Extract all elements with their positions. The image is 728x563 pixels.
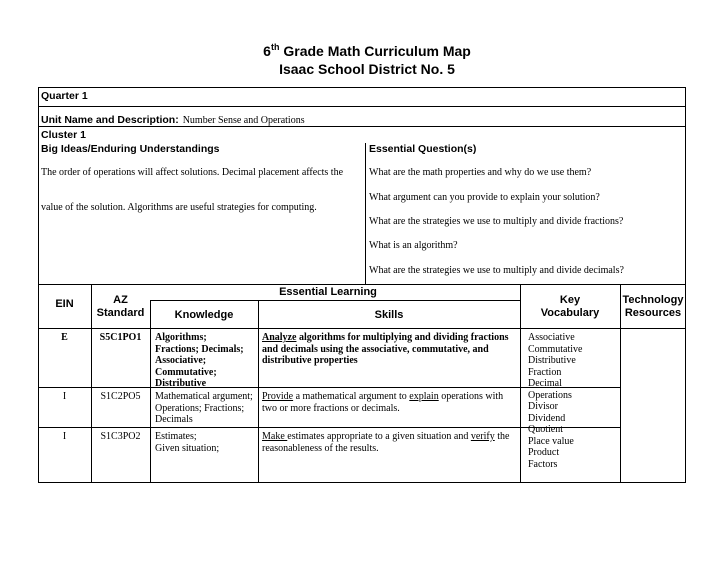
row-standard: S1C2PO5 xyxy=(100,391,141,402)
row-standard: S1C3PO2 xyxy=(100,431,141,442)
title-line-2: Isaac School District No. 5 xyxy=(279,61,455,77)
row-knowledge: Estimates; Given situation; xyxy=(155,431,220,454)
row-ein: I xyxy=(62,391,67,402)
vocabulary-item: Fraction xyxy=(528,366,562,378)
row-standard: S5C1PO1 xyxy=(99,332,142,343)
vocabulary-list xyxy=(528,332,582,470)
big-ideas-heading: Big Ideas/Enduring Understandings xyxy=(41,143,220,155)
vocabulary-item: Decimal xyxy=(528,378,562,389)
essential-question: What is an algorithm? xyxy=(369,240,458,251)
vocabulary-item: Divisor xyxy=(528,401,558,412)
unit-value: Number Sense and Operations xyxy=(182,115,305,126)
divider xyxy=(150,300,151,483)
divider xyxy=(150,300,520,301)
vocabulary-item: Distributive xyxy=(528,355,576,366)
big-ideas-line-1: The order of operations will affect solutions. Decimal placement affects the xyxy=(41,167,344,178)
essential-question: What are the strategies we use to multiply and divide decimals? xyxy=(369,265,624,276)
essential-question: What are the math properties and why do we use them? xyxy=(369,167,592,178)
vocabulary-item: Operations xyxy=(528,389,572,401)
vocabulary-item: Associative xyxy=(528,332,575,343)
cluster-label: Cluster 1 xyxy=(41,129,86,141)
quarter-label: Quarter 1 xyxy=(41,90,88,102)
big-ideas-line-2: value of the solution. Algorithms are useful strategies for computing. xyxy=(41,202,317,213)
divider xyxy=(365,143,366,284)
row-ein: I xyxy=(62,431,67,442)
knowledge-header: Knowledge xyxy=(174,309,234,321)
row-knowledge: Algorithms; Fractions; Decimals; Associative; Commutative; Distributive xyxy=(155,332,244,389)
document-title xyxy=(0,42,728,78)
row-knowledge: Mathematical argument; Operations; Fractions; Decimals xyxy=(155,391,253,425)
vocabulary-item: Product xyxy=(528,447,560,458)
row-skills: Make estimates appropriate to a given situation and verify the reasonableness of the results. xyxy=(262,431,510,454)
essential-question: What argument can you provide to explain your solution? xyxy=(369,192,600,203)
divider xyxy=(38,284,686,285)
divider xyxy=(38,106,686,107)
row-skills: Provide a mathematical argument to explain operations with two or more fractions or decimals. xyxy=(262,391,504,414)
vocabulary-item: Commutative xyxy=(528,343,583,355)
ein-header: EIN xyxy=(55,298,74,310)
vocabulary-item: Place value xyxy=(528,435,574,447)
vocabulary-item: Quotient xyxy=(528,424,563,435)
vocabulary-item: Factors xyxy=(528,458,558,470)
row-ein: E xyxy=(61,332,68,343)
key-vocabulary-header: Key Vocabulary xyxy=(540,294,600,319)
essential-questions-heading: Essential Question(s) xyxy=(369,143,477,155)
essential-learning-header: Essential Learning xyxy=(279,286,377,298)
unit-label: Unit Name and Description: xyxy=(41,114,179,126)
divider xyxy=(38,328,686,329)
essential-question: What are the strategies we use to multiply and divide fractions? xyxy=(369,216,624,227)
title-line-1: 6th Grade Math Curriculum Map xyxy=(263,42,471,59)
unit-row xyxy=(41,110,305,128)
az-standard-header: AZ Standard xyxy=(96,294,145,319)
row-skills: Analyze algorithms for multiplying and dividing fractions and decimals using the associative, commutative, and distributive properties xyxy=(262,332,509,366)
skills-header: Skills xyxy=(374,309,404,321)
vocabulary-item: Dividend xyxy=(528,412,566,424)
technology-resources-header: Technology Resources xyxy=(622,294,684,319)
divider xyxy=(258,300,259,483)
